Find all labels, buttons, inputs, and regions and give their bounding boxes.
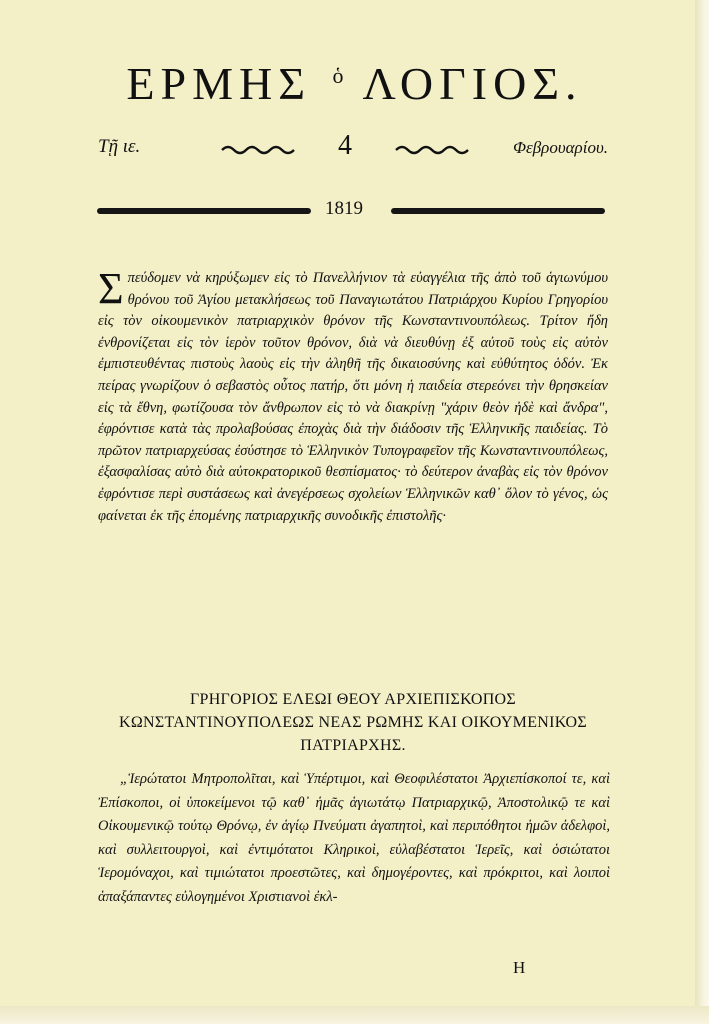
issue-month: Φεβρουαρίου. [513,138,608,157]
signature-mark: Η [513,958,526,977]
masthead-article: ὁ [332,63,344,88]
rule-bar-right [391,208,605,214]
issue-line [98,130,608,164]
wavy-ornament-right [394,144,472,156]
dropcap: Σ [98,264,124,313]
letter-text: „Ἱερώτατοι Μητροπολῖται, καὶ Ὑπέρτιμοι, καὶ Θεοφιλέστατοι Ἀρχιεπίσκοποί τε, καὶ Ἐπίσκοποι, οἱ ὑποκείμενοι τῷ καθ᾿ ἡμᾶς ἁγιωτάτῳ Πατριαρχικῷ, Ἀποστολικῷ τε καὶ Οἰκουμενικῷ τούτῳ Θρόνῳ, ἐν ἁγίῳ Πνεύματι ἀγαπητοὶ, καὶ περιπόθητοι ἡμῶν ἀδελφοὶ, καὶ συλλειτουργοὶ, καὶ ἐντιμότατοι Κληρικοὶ, εὐλαβέστατοι Ἱερεῖς, καὶ ὁσιώτατοι Ἱερομόναχοι, καὶ τιμιώτατοι προεστῶτες, καὶ δημογέροντες, καὶ πρόκριτοι, καὶ λοιποὶ ἁπαξάπαντες εὐλογημένοι Χριστιανοὶ ἐκλ- [98,771,610,905]
masthead-title [0,54,709,122]
opening-paragraph-text: πεύδομεν νὰ κηρύξωμεν εἰς τὸ Πανελλήνιον τὰ εὐαγγέλια τῆς ἀπὸ τοῦ ἁγιωνύμου θρόνου τοῦ Ἁγίου μετακλήσεως τοῦ Παναγιωτάτου Πατριάρχου Κυρίου Γρηγορίου εἰς τὸν οἰκουμενικὸν πατριαρχικὸν θρόνον τῆς Κωνσταντινουπόλεως. Τρίτον ἤδη ἐνθρονίζεται εἰς τὸν ἱερὸν τοῦτον θρόνον, διὰ νὰ διευθύνῃ ἐξ αὐτοῦ τοὺς εἰς αὐτὸν ἐμπιστευθέντας πιστοὺς λαοὺς εἰς τὴν ἀληθῆ τῆς δικαιοσύνης καὶ εὐθύτητος ὁδόν. Ἐκ πείρας γνωρίζουν ὁ σεβαστὸς οὗτος πατήρ, ὅτι μόνη ἡ παιδεία στερεόνει τὴν θρησκείαν εἰς τὰ ἔθνη, φωτίζουσα τὸν ἄνθρωπον εἰς τὸ νὰ διακρίνῃ "χάριν θεὸν ἠδὲ καὶ ἄνδρα", ἐφρόντισε κατὰ τὰς προλαβούσας ἐποχὰς διὰ τὴν διάδοσιν τῆς Ἑλληνικῆς παιδείας. Τὸ πρῶτον πατριαρχεύσας ἐσύστησε τὸ Ἑλληνικὸν Τυπογραφεῖον τῆς Κωνσταντινουπόλεως, ἐξασφαλίσας αὐτὸ διὰ αὐτοκρατορικοῦ θεσπίσματος· τὸ δεύτερον ἀναβὰς εἰς τὸν θρόνον ἐφρόντισε περὶ συστάσεως καὶ ἀνεγέρσεως σχολείων Ἑλληνικῶν καθ᾿ ὅλον τὸ γένος, ὡς φαίνεται ἐκ τῆς ἑπομένης πατριαρχικῆς συνοδικῆς ἐπιστολῆς· [98,270,608,524]
issue-tome: Τῇ ιε. [98,136,141,157]
year-label: 1819 [325,198,363,219]
page-edge-bottom [0,1006,709,1024]
letter-heading: ΓΡΗΓΟΡΙΟΣ ΕΛΕΩΙ ΘΕΟΥ ΑΡΧΙΕΠΙΣΚΟΠΟΣ ΚΩΝΣΤΑΝΤΙΝΟΥΠΟΛΕΩΣ ΝΕΑΣ ΡΩΜΗΣ ΚΑΙ ΟΙΚΟΥΜΕΝΙΚΟΣ ΠΑΤΡΙΑΡΧΗΣ. [119,691,587,754]
opening-paragraph [98,264,608,527]
wavy-ornament-left [220,144,298,156]
masthead-right: ΛΟΓΙΟΣ. [362,58,583,109]
masthead-left: ΕΡΜΗΣ [126,58,311,109]
year-rule [97,198,605,224]
page-edge-right [695,0,709,1024]
rule-bar-left [97,208,311,214]
issue-number: 4 [338,130,352,161]
